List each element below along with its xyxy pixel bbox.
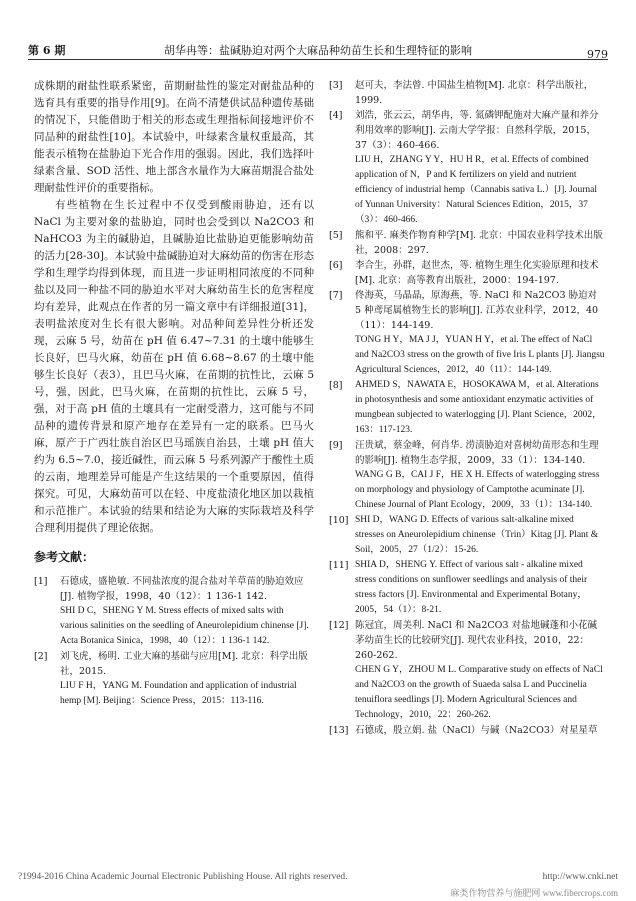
reference-number: [3] [329,80,343,91]
watermark-text: 麻类作物营养与施肥网 www.fibercrops.com [450,888,618,898]
reference-number: [4] [329,110,343,121]
reference-number: [6] [329,260,343,271]
reference-body [355,258,605,288]
reference-body [60,574,314,649]
reference-item [329,258,605,288]
page-header [28,40,608,62]
reference-chinese: 李合生，孙群，赵世杰，等. 植物生理生化实验原理和技术[M]. 北京：高等教育出版社，2000：194-197. [355,260,599,286]
reference-chinese: 陈冠宜，周美利. NaCl 和 Na2CO3 对盐地碱蓬和小花碱茅幼苗生长的比较研究[J]. 现代农业科技，2010，22：260-262. [355,620,598,661]
references-list-right [329,78,605,738]
reference-body [355,438,605,513]
reference-number: [12] [329,620,349,631]
reference-number: [9] [329,440,343,451]
reference-chinese: 熊和平. 麻类作物育种学[M]. 北京：中国农业科学技术出版社，2008：297. [355,230,603,256]
reference-number: [11] [329,560,349,571]
reference-english: AHMED S，NAWATA E，HOSOKAWA M，et al. Alterations in photosynthesis and some antioxidant enzymatic activities of mungbean subjected to waterlogging [J]. Plant Science，2002，163：117-123. [355,380,602,435]
reference-english: LIU H，ZHANG Y Y，HU H R，et al. Effects of combined application of N，P and K fertilizers on yield and nutrient efficiency of industrial hemp（Cannabis sativa L.）[J]. Journal of Yunnan University：Natural Sciences Edition，2015，37（3）：460-466. [355,155,598,225]
reference-item [329,288,605,378]
reference-item [329,378,605,438]
reference-number: [13] [329,725,349,736]
reference-item [329,108,605,228]
reference-item [329,618,605,723]
reference-chinese: 赵可夫，李法曾. 中国盐生植物[M]. 北京：科学出版社，1999. [355,80,594,106]
issue-label: 第 6 期 [28,44,66,57]
reference-number: [7] [329,290,343,301]
reference-english: LIU F H，YANG M. Foundation and application of industrial hemp [M]. Beijing：Science Press，2015：113-116. [60,681,297,706]
reference-body [355,378,605,438]
reference-english: CHEN G Y，ZHOU M L. Comparative study on effects of NaCl and Na2CO3 on the growth of Suaeda salsa L and Puccinelia tenuiflora seedlings [J]. Modern Agricultural Sciences and Technology，2010，22：260-262. [355,665,603,720]
reference-chinese: 刘浩，张云云，胡华冉，等. 氮磷钾配施对大麻产量和养分利用效率的影响[J]. 云南大学学报：自然科学版，2015，37（3）：460-466. [355,110,599,151]
right-column [329,78,605,738]
reference-item [329,513,605,558]
reference-chinese: 石德成，盛艳敏. 不同盐浓度的混合盐对羊草苗的胁迫效应[J]. 植物学报，1998，40（12）：1 136-1 142. [60,576,304,602]
reference-item [329,228,605,258]
reference-body [355,723,605,738]
left-column [34,78,314,709]
reference-body [355,228,605,258]
reference-chinese: 佟海英，马晶晶，原海燕，等. NaCl 和 Na2CO3 胁迫对 5 种鸢尾属植物生长的影响[J]. 江苏农业科学，2012，40（11）：144-149. [355,290,599,331]
reference-body [355,108,605,228]
running-title: 胡华冉等：盐碱胁迫对两个大麻品种幼苗生长和生理特征的影响 [164,44,472,57]
reference-number: [8] [329,380,343,391]
body-paragraph-1: 成株期的耐盐性联系紧密，苗期耐盐性的鉴定对耐盐品种的选育具有重要的指导作用[9]。在尚不清楚供试品种遗传基础的情况下，只能借助于相关的形态或生理指标间接地评价不同品种的耐盐性[10]。本试验中，叶绿素含量权重最高，其能表示植物在盐胁迫下光合作用的强弱。因此，我们选择叶绿素含量、SOD 活性、地上部含水量作为大麻苗期混合盐处理耐盐性评价的重要指标。 [34,80,314,194]
header-rule [28,59,608,60]
references-title: 参考文献： [34,550,95,564]
body-paragraph-2: 有些植物在生长过程中不仅受到酸雨胁迫，还有以 NaCl 为主要对象的盐胁迫，同时也会受到以 Na2CO3 和 NaHCO3 为主的碱胁迫，且碱胁迫比盐胁迫更能影响幼苗的活力[28-30]。本试验中盐碱胁迫对大麻幼苗的伤害在形态学和生理学均得到体现，而且进一步证明相同浓度的不同种盐以及同一种盐不同的胁迫水平对大麻幼苗生长的危害程度均有差异，此观点在作者的另一篇文章中有详细报道[31]，表明盐浓度对生长有很大影响。对品种间差异性分析还发现，云麻 5 号，幼苗在 pH 值 6.47~7.31 的土壤中能够生长良好，巴马火麻，幼苗在 pH 值 6.68~8.67 的土壤中能够生长良好（表3），且巴马火麻，在苗期的抗性比，云麻 5 号，强，因此，巴马火麻，在苗期的抗性比，云麻 5 号，强，对于高 pH 值的土壤具有一定耐受潜力，这可能与不同品种的遗传背景和原产地存在差异有一定的联系。巴马火麻，原产于广西壮族自治区巴马瑶族自治县，土壤 pH 值大约为 6.5~7.0，接近碱性，而云麻 5 号系列源产于酸性土质的云南，地理差异可能是产生这结果的一个重要原因，值得探究。可见，大麻幼苗可以在轻、中度盐渍化地区加以栽植和示范推广。本试验的结果和结论为大麻的实际栽培及科学合理利用提供了理论依据。 [34,199,314,534]
copyright-text: ?1994-2016 China Academic Journal Electronic Publishing House. All rights reserved. [18,872,348,882]
reference-body [355,288,605,378]
reference-english: WANG G B，CAI J F，HE X H. Effects of waterlogging stress on morphology and physiology of Camptothe acuminate [J]. Chinese Journal of Plant Ecology，2009，33（1）：134-140. [355,470,600,510]
reference-english: SHI D，WANG D. Effects of various salt-alkaline mixed stresses on Aneurolepidium chinense（Trin）Kitag [J]. Plant & Soil，2005，27（1/2）：15-26. [355,515,599,555]
reference-english: SHI D C，SHENG Y M. Stress effects of mixed salts with various salinities on the seedling of Aneurolepidium chinense [J]. Acta Botanica Sinica，1998，40（12）：1 136-1 142. [60,606,309,646]
reference-body [355,618,605,723]
reference-body [355,513,605,558]
reference-item [329,723,605,738]
reference-item [329,78,605,108]
reference-english: SHIA D，SHENG Y. Effect of various salt - alkaline mixed stress conditions on sunflower seedlings and analysis of their stress factors [J]. Environmental and Experimental Botany，2005，54（1）：8-21. [355,560,588,615]
reference-number: [1] [34,576,48,587]
reference-english: TONG H Y，MA J J，YUAN H Y，et al. The effect of NaCl and Na2CO3 stress on the growth of five Iris L plants [J]. Jiangsu Agricultural Sciences，2012，40（11）：144-149. [355,335,605,375]
reference-body [355,558,605,618]
reference-chinese: 汪贵斌，蔡金峰，何肖华. 涝渍胁迫对喜树幼苗形态和生理的影响[J]. 植物生态学报，2009，33（1）：134-140. [355,440,599,466]
reference-number: [10] [329,515,349,526]
footer-url[interactable]: http://www.cnki.net [542,872,618,882]
reference-item [34,574,314,649]
reference-chinese: 石德成，殷立娟. 盐（NaCl）与碱（Na2CO3）对星星草 [355,725,598,736]
reference-number: [2] [34,651,48,662]
reference-item [329,438,605,513]
references-list-left [34,574,314,709]
reference-item [329,558,605,618]
reference-body [355,78,605,108]
page-number: 979 [587,48,608,61]
reference-body [60,649,314,709]
reference-chinese: 刘飞虎，杨明. 工业大麻的基础与应用[M]. 北京：科学出版社，2015. [60,651,308,677]
reference-number: [5] [329,230,343,241]
reference-item [34,649,314,709]
